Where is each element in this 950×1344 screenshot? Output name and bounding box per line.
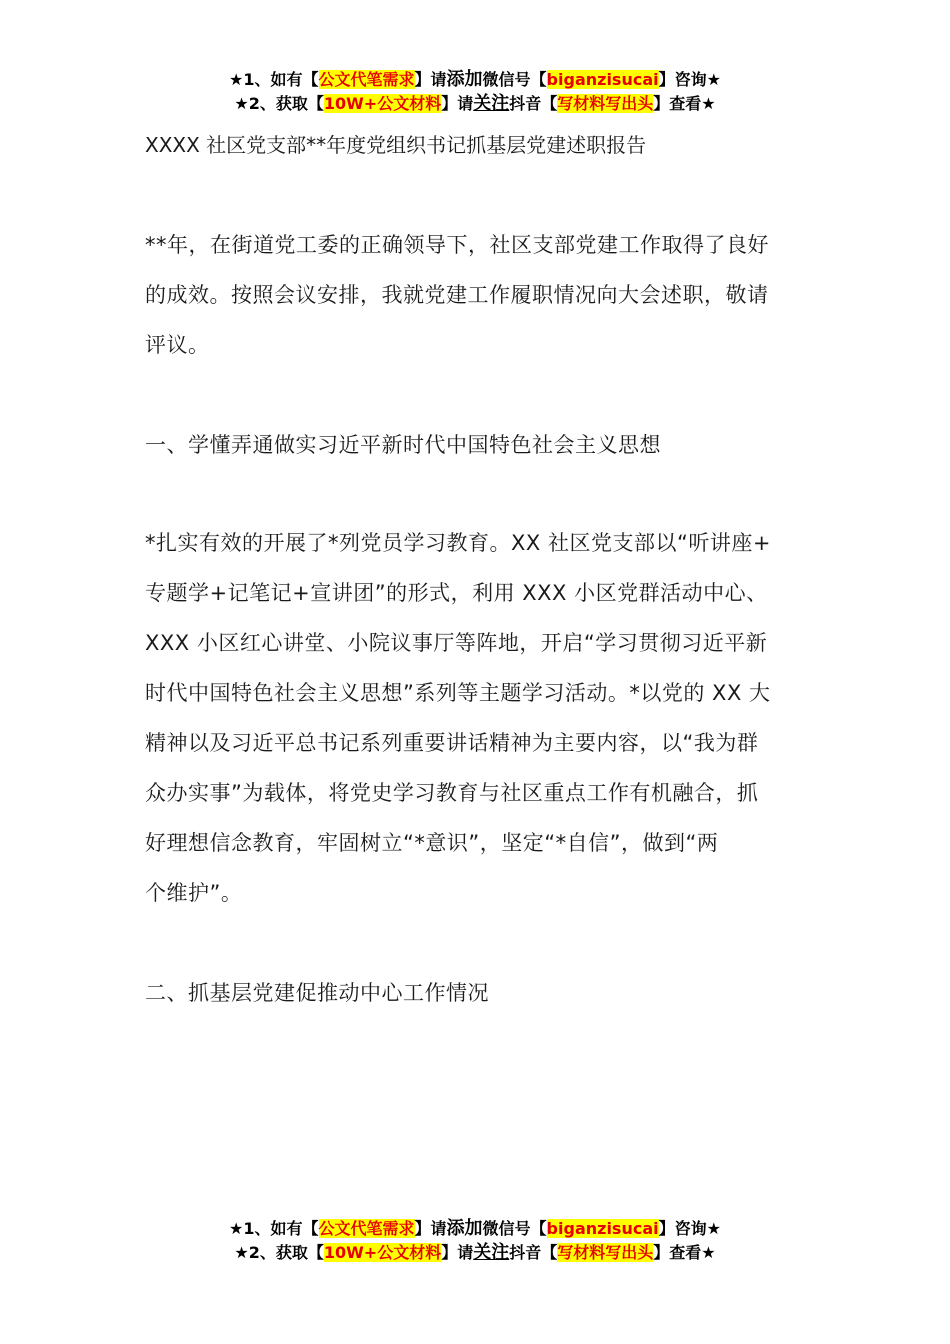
banner-line-2 <box>0 92 950 116</box>
banner-line-1 <box>0 68 950 92</box>
banner-emphasis: 添加 <box>446 69 483 90</box>
section-1-heading: 一、学懂弄通做实习近平新时代中国特色社会主义思想 <box>145 433 661 457</box>
banner-text: ★1、如有【 <box>229 1219 319 1238</box>
banner-emphasis: 关注 <box>473 1242 510 1263</box>
paragraph-line: XXX 小区红心讲堂、小院议事厅等阵地，开启“学习贯彻习近平新 <box>145 631 768 655</box>
document-title: XXXX 社区党支部**年度党组织书记抓基层党建述职报告 <box>145 133 647 157</box>
banner-highlight: 10W+公文材料 <box>323 94 442 113</box>
paragraph-line: 精神以及习近平总书记系列重要讲话精神为主要内容，以“我为群 <box>145 731 759 755</box>
header-banner <box>0 68 950 116</box>
banner-text: 】请 <box>441 1243 474 1262</box>
banner-line-1 <box>0 1217 950 1241</box>
banner-highlight: 写材料写出头 <box>557 94 654 113</box>
paragraph-line: 个维护”。 <box>145 881 243 905</box>
banner-highlight: 写材料写出头 <box>557 1243 654 1262</box>
banner-text: 微信号【 <box>482 70 547 89</box>
banner-text: 】请 <box>414 1219 447 1238</box>
paragraph-line: 时代中国特色社会主义思想”系列等主题学习活动。*以党的 XX 大 <box>145 681 771 705</box>
section-2-heading: 二、抓基层党建促推动中心工作情况 <box>145 981 489 1005</box>
banner-highlight: biganzisucai <box>546 70 659 89</box>
banner-text: ★1、如有【 <box>229 70 319 89</box>
banner-text: 微信号【 <box>482 1219 547 1238</box>
banner-highlight: 公文代笔需求 <box>318 70 415 89</box>
banner-highlight: biganzisucai <box>546 1219 659 1238</box>
banner-text: 】查看★ <box>653 94 716 113</box>
banner-emphasis: 添加 <box>446 1218 483 1239</box>
paragraph-line: *扎实有效的开展了*列党员学习教育。XX 社区党支部以“听讲座+ <box>145 531 771 555</box>
intro-paragraph <box>145 220 810 370</box>
paragraph-line: **年，在街道党工委的正确领导下，社区支部党建工作取得了良好 <box>145 233 769 257</box>
banner-text: 】咨询★ <box>658 70 721 89</box>
section-1-paragraph <box>145 518 810 918</box>
banner-text: ★2、获取【 <box>234 1243 324 1262</box>
paragraph-line: 评议。 <box>145 333 210 357</box>
banner-text: 抖音【 <box>509 94 558 113</box>
paragraph-line: 的成效。按照会议安排，我就党建工作履职情况向大会述职，敬请 <box>145 283 769 307</box>
paragraph-line: 专题学+记笔记+宣讲团”的形式，利用 XXX 小区党群活动中心、 <box>145 581 768 605</box>
banner-line-2 <box>0 1241 950 1265</box>
banner-text: 】咨询★ <box>658 1219 721 1238</box>
footer-banner <box>0 1217 950 1265</box>
banner-text: 】查看★ <box>653 1243 716 1262</box>
banner-highlight: 10W+公文材料 <box>323 1243 442 1262</box>
paragraph-line: 众办实事”为载体，将党史学习教育与社区重点工作有机融合，抓 <box>145 781 759 805</box>
banner-text: ★2、获取【 <box>234 94 324 113</box>
banner-highlight: 公文代笔需求 <box>318 1219 415 1238</box>
banner-emphasis: 关注 <box>473 93 510 114</box>
banner-text: 】请 <box>414 70 447 89</box>
banner-text: 】请 <box>441 94 474 113</box>
banner-text: 抖音【 <box>509 1243 558 1262</box>
paragraph-line: 好理想信念教育，牢固树立“*意识”，坚定“*自信”，做到“两 <box>145 831 719 855</box>
